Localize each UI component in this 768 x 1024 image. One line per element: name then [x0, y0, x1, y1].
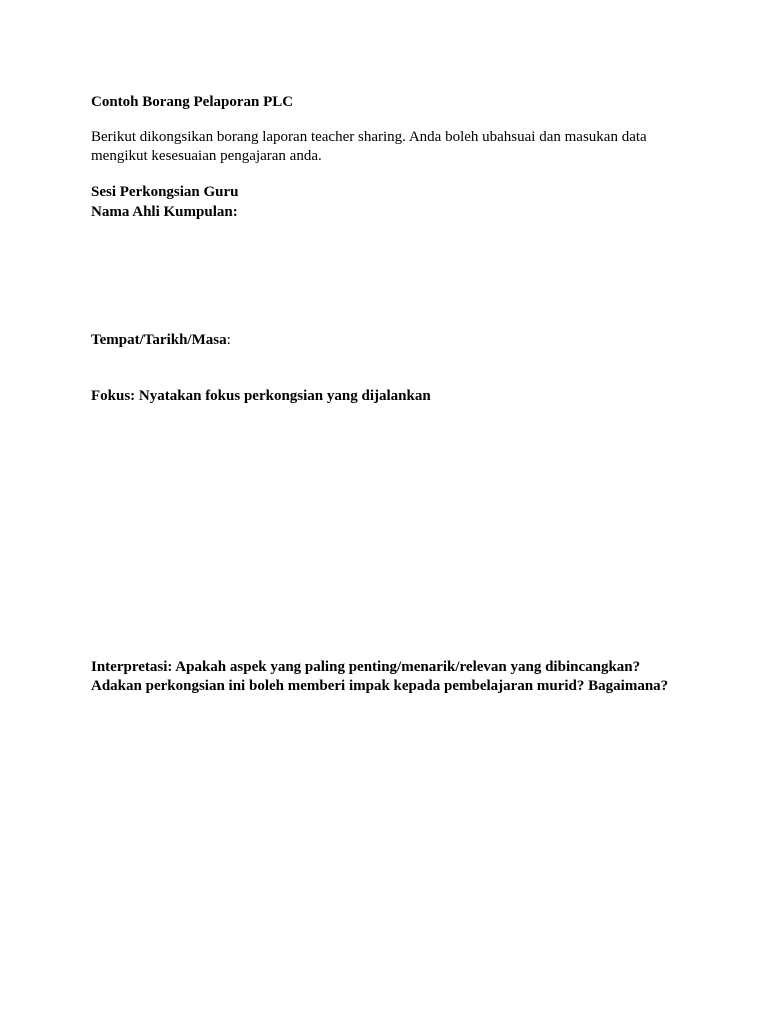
interpretation-line-1: Interpretasi: Apakah aspek yang paling penting/menarik/relevan yang dibincangkan?	[91, 659, 641, 675]
focus-label: Fokus: Nyatakan fokus perkongsian yang dijalankan	[91, 388, 431, 404]
group-members-label: Nama Ahli Kumpulan:	[91, 204, 238, 220]
place-date-time-field	[91, 331, 231, 350]
intro-text-line-1: Berikut dikongsikan borang laporan teacher sharing. Anda boleh ubahsuai dan masukan data	[91, 129, 647, 145]
interpretation-line-2: Adakan perkongsian ini boleh memberi impak kepada pembelajaran murid? Bagaimana?	[91, 678, 669, 694]
place-date-time-label: Tempat/Tarikh/Masa	[91, 332, 227, 348]
place-date-time-colon: :	[226, 332, 231, 348]
intro-text-line-2: mengikut kesesuaian pengajaran anda.	[91, 148, 322, 164]
session-title: Sesi Perkongsian Guru	[91, 184, 239, 200]
document-title: Contoh Borang Pelaporan PLC	[91, 94, 294, 110]
